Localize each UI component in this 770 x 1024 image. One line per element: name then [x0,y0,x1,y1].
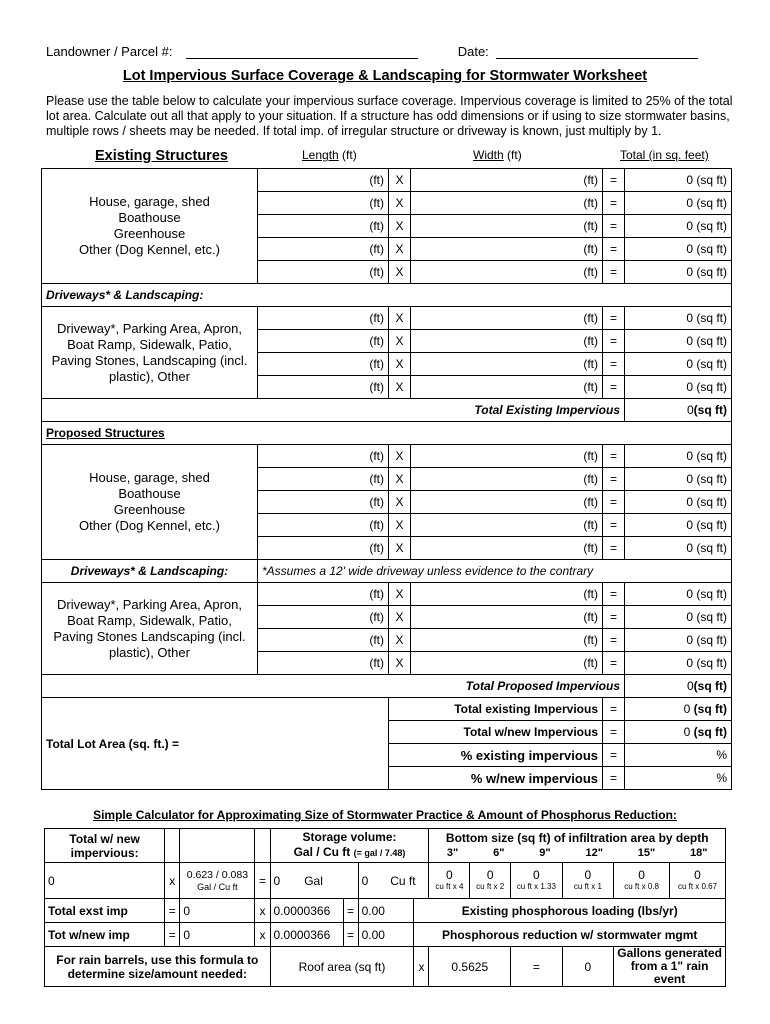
page-title: Lot Impervious Surface Coverage & Landscaping for Stormwater Worksheet [122,68,648,84]
times-sign: X [389,491,411,514]
times-sign: X [389,192,411,215]
proposed-driveways-row [42,583,732,606]
depth-18: 18" [690,846,708,859]
width-input[interactable]: (ft) [411,376,603,399]
calc-new-label: Tot w/new imp [45,923,165,947]
times-sign: X [389,307,411,330]
times-sign: X [389,261,411,284]
length-input[interactable]: (ft) [258,491,389,514]
total-lot-area-label[interactable]: Total Lot Area (sq. ft.) = [42,698,389,790]
times-sign: X [389,169,411,192]
times-sign: X [389,629,411,652]
total-existing-row [42,399,732,422]
area-value: 0 (sq ft) [625,307,732,330]
calc-gallons-label: Gallons generated from a 1" rain event [614,947,726,987]
proposed-structures-heading: Proposed Structures [42,422,732,445]
total-proposed-row [42,675,732,698]
proposed-driveways-heading: Driveways* & Landscaping: [42,560,258,583]
depth-6: 6" [493,846,505,859]
length-input[interactable]: (ft) [258,468,389,491]
width-input[interactable]: (ft) [411,606,603,629]
calc-new-result: 0.00 [358,923,414,947]
width-input[interactable]: (ft) [411,445,603,468]
calc-exst-value[interactable]: 0 [180,899,255,923]
area-value: 0 (sq ft) [625,261,732,284]
proposed-driveways-heading-row [42,560,732,583]
calc-total-new-label: Total w/ new impervious: [45,829,165,863]
calc-bottom-5: 0 cu ft x 0.67 [670,863,726,899]
calc-storage-header: Storage volume: Gal / Cu ft (= gal / 7.48) [270,829,429,863]
length-input[interactable]: (ft) [258,307,389,330]
lot-existing-label: Total existing Impervious [389,698,603,721]
times-sign: X [389,215,411,238]
calculator-subtitle: Simple Calculator for Approximating Size of Stormwater Practice & Amount of Phosphorus Reduction: [93,808,677,822]
length-input[interactable]: (ft) [258,514,389,537]
existing-driveways-heading-row [42,284,732,307]
lot-new-value: 0 (sq ft) [625,721,732,744]
pct-existing-value: % [625,744,732,767]
length-input[interactable]: (ft) [258,169,389,192]
area-value: 0 (sq ft) [625,445,732,468]
calc-bottom-3: 0 cu ft x 1 [562,863,614,899]
landowner-input[interactable] [186,44,418,59]
width-input[interactable]: (ft) [411,307,603,330]
equals-sign: = [603,445,625,468]
existing-structures-row [42,169,732,192]
equals-sign: = [603,192,625,215]
area-value: 0 (sq ft) [625,652,732,675]
equals-sign: = [603,238,625,261]
calc-roof-label: Roof area (sq ft) [270,947,414,987]
calc-new-value[interactable]: 0 [180,923,255,947]
depth-15: 15" [637,846,656,859]
pct-new-label: % w/new impervious [389,767,603,790]
lot-row-4: % w/new impervious = % [42,767,732,790]
equals-sign: = [603,330,625,353]
times-sign: X [389,514,411,537]
proposed-structures-label: House, garage, shed Boathouse Greenhouse Other (Dog Kennel, etc.) [42,445,258,560]
calc-exst-factor: 0.0000366 [270,899,343,923]
header [46,44,698,59]
width-input[interactable]: (ft) [411,261,603,284]
times-sign: X [389,376,411,399]
equals-sign: = [603,307,625,330]
equals-sign: = [603,261,625,284]
existing-driveways-row [42,307,732,330]
calc-exst-label: Total exst imp [45,899,165,923]
times-sign: X [389,537,411,560]
area-value: 0 (sq ft) [625,537,732,560]
equals-sign: = [603,537,625,560]
area-value: 0 (sq ft) [625,629,732,652]
total-existing-value: 0(sq ft) [625,399,732,422]
length-input[interactable]: (ft) [258,238,389,261]
length-input[interactable]: (ft) [258,330,389,353]
length-input[interactable]: (ft) [258,583,389,606]
calc-gal: 0 Gal [270,863,358,899]
length-input[interactable]: (ft) [258,215,389,238]
length-input[interactable]: (ft) [258,353,389,376]
times-sign: X [389,330,411,353]
lot-row-3: % existing impervious = % [42,744,732,767]
area-value: 0 (sq ft) [625,353,732,376]
lot-existing-value: 0 (sq ft) [625,698,732,721]
equals-sign: = [603,652,625,675]
area-value: 0 (sq ft) [625,376,732,399]
width-input[interactable]: (ft) [411,169,603,192]
width-input[interactable]: (ft) [411,652,603,675]
width-input[interactable]: (ft) [411,537,603,560]
width-header: Width (ft) [473,148,522,162]
area-value: 0 (sq ft) [625,606,732,629]
date-input[interactable] [496,44,698,59]
calc-new-factor: 0.0000366 [270,923,343,947]
width-input[interactable]: (ft) [411,238,603,261]
pct-new-value: % [625,767,732,790]
length-input[interactable]: (ft) [258,261,389,284]
calculator-table: Total w/ new impervious: Storage volume: Gal / Cu ft (= gal / 7.48) Bottom size (sq ft) of infiltration area by depth 3" 6" 9" 12" 15" 18" 0 x 0.623 / 0.083 Gal / Cu ft = 0 Gal 0 Cu ft 0 cu ft x 4 0 cu ft x 2 0 cu ft x 1.33 0 cu ft x 1 0 cu ft x 0.8 0 cu ft x 0.67 Total exst imp = 0 x 0.0000366 = 0.00 Existing phosphorous loading (lbs/yr) Tot w/new imp = 0 x 0.0000366 = 0.00 Phosphorous reduction w/ stormwater mgmt For rain barrels, use this formula to determine size/amount needed: Roof area (sq ft) x 0.5625 = 0 Gallons generated from a 1" rain event [44,828,726,987]
total-proposed-value: 0(sq ft) [625,675,732,698]
lot-row-1: Total Lot Area (sq. ft.) = Total existing Impervious = 0 (sq ft) [42,698,732,721]
area-value: 0 (sq ft) [625,215,732,238]
area-value: 0 (sq ft) [625,238,732,261]
calc-exst-result: 0.00 [358,899,414,923]
width-input[interactable]: (ft) [411,215,603,238]
calc-new-result-label: Phosphorous reduction w/ stormwater mgmt [414,923,726,947]
calc-bottom-header: Bottom size (sq ft) of infiltration area by depth 3" 6" 9" 12" 15" 18" [429,829,726,863]
width-input[interactable]: (ft) [411,192,603,215]
times-sign: X [389,468,411,491]
calc-roof-factor: 0.5625 [429,947,511,987]
width-input[interactable]: (ft) [411,353,603,376]
driveway-note: *Assumes a 12' wide driveway unless evidence to the contrary [258,560,732,583]
equals-sign: = [603,376,625,399]
equals-sign: = [603,491,625,514]
existing-structures-heading: Existing Structures [95,148,228,164]
calc-bottom-4: 0 cu ft x 0.8 [614,863,670,899]
equals-sign: = [603,169,625,192]
times-sign: X [389,606,411,629]
times-sign: X [389,238,411,261]
calc-rain-label: For rain barrels, use this formula to determine size/amount needed: [45,947,271,987]
times-sign: X [389,353,411,376]
proposed-structures-row [42,445,732,468]
times-sign: X [389,652,411,675]
existing-structures-label: House, garage, shed Boathouse Greenhouse Other (Dog Kennel, etc.) [42,169,258,284]
times-sign: X [389,583,411,606]
calc-exst-result-label: Existing phosphorous loading (lbs/yr) [414,899,726,923]
area-value: 0 (sq ft) [625,491,732,514]
length-input[interactable]: (ft) [258,192,389,215]
proposed-heading-row [42,422,732,445]
calc-bottom-2: 0 cu ft x 1.33 [511,863,563,899]
calc-roof-result: 0 [562,947,614,987]
area-value: 0 (sq ft) [625,192,732,215]
intro-text: Please use the table below to calculate your impervious surface coverage. Impervious coverage is limited to 25% of the total lot area. Calculate out all that apply to your situation. If a structure has odd dimensions or if using to size stormwater basins, multiple rows / sheets may be needed. If total imp. of irregular structure or driveway is known, just multiply by 1. [46,94,733,138]
proposed-driveways-label: Driveway*, Parking Area, Apron, Boat Ramp, Sidewalk, Patio, Paving Stones Landscaping (incl. plastic), Other [42,583,258,675]
length-input[interactable]: (ft) [258,652,389,675]
calc-total-new-value[interactable]: 0 [45,863,165,899]
calc-bottom-1: 0 cu ft x 2 [470,863,511,899]
equals-sign: = [603,468,625,491]
depth-12: 12" [585,846,603,859]
area-value: 0 (sq ft) [625,468,732,491]
length-input[interactable]: (ft) [258,376,389,399]
equals-sign: = [603,606,625,629]
equals-sign: = [603,215,625,238]
area-value: 0 (sq ft) [625,169,732,192]
calc-cuft: 0 Cu ft [358,863,429,899]
length-input[interactable]: (ft) [258,537,389,560]
length-input[interactable]: (ft) [258,629,389,652]
length-input[interactable]: (ft) [258,606,389,629]
equals-sign: = [603,583,625,606]
width-input[interactable]: (ft) [411,330,603,353]
width-input[interactable]: (ft) [411,468,603,491]
existing-driveways-label: Driveway*, Parking Area, Apron, Boat Ramp, Sidewalk, Patio, Paving Stones, Landscaping (incl. plastic), Other [42,307,258,399]
width-input[interactable]: (ft) [411,514,603,537]
existing-driveways-heading: Driveways* & Landscaping: [42,284,732,307]
landowner-label: Landowner / Parcel #: [46,44,173,59]
width-input[interactable]: (ft) [411,629,603,652]
equals-sign: = [603,629,625,652]
area-value: 0 (sq ft) [625,583,732,606]
area-value: 0 (sq ft) [625,514,732,537]
times-sign: X [389,445,411,468]
equals-sign: = [603,353,625,376]
width-input[interactable]: (ft) [411,491,603,514]
depth-9: 9" [539,846,551,859]
calc-factor: 0.623 / 0.083 Gal / Cu ft [180,863,255,899]
total-proposed-label: Total Proposed Impervious [42,675,625,698]
depth-3: 3" [446,846,459,859]
equals-sign: = [603,514,625,537]
pct-existing-label: % existing impervious [389,744,603,767]
lot-new-label: Total w/new Impervious [389,721,603,744]
width-input[interactable]: (ft) [411,583,603,606]
total-existing-label: Total Existing Impervious [42,399,625,422]
total-header: Total (in sq. feet) [620,148,709,162]
impervious-table [41,168,732,790]
lot-row-2: Total w/new Impervious = 0 (sq ft) [42,721,732,744]
calc-bottom-0: 0 cu ft x 4 [429,863,470,899]
area-value: 0 (sq ft) [625,330,732,353]
date-label: Date: [457,44,489,59]
length-header: Length (ft) [302,148,357,162]
length-input[interactable]: (ft) [258,445,389,468]
